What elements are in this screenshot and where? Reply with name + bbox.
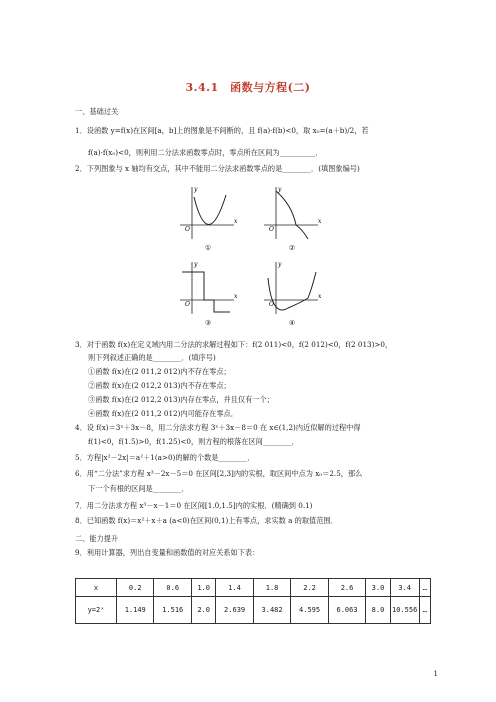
table-cell: 4.595 [291,597,328,624]
table-cell: 0.6 [154,579,191,597]
question-7: 7．用二分法求方程 x³－x－1＝0 在区间[1.0,1.5]内的实根．(精确到 0.1) [75,501,313,510]
table-row [76,597,431,624]
graph-3-label: ③ [204,319,212,327]
table-cell: 0.2 [117,579,154,597]
svg-text:x: x [318,293,322,300]
page-title: 3.4.1 函数与方程(二) [185,81,311,94]
question-3-option-3: ③函数 f(x)在(2 012,2 013)内存在零点，并且仅有一个； [88,395,274,404]
function-value-table [75,578,431,624]
question-6-line-1: 6．用“二分法”求方程 x³－2x－5＝0 在区间[2,3]内的实根，取区间中点为 x₀＝2.5，那么 [75,469,363,478]
question-2: 2．下列图象与 x 轴均有交点，其中不能用二分法求函数零点的是________．(填图象编号) [75,164,360,173]
svg-text:y: y [194,261,198,268]
table-cell: 1.8 [253,579,290,597]
svg-text:O: O [185,226,190,233]
svg-text:y: y [194,186,198,193]
question-6-line-2: 下一个有根的区间是________． [88,484,189,493]
table-cell: 3.4 [390,579,419,597]
svg-text:O: O [269,226,274,233]
table-cell: 1.149 [117,597,154,624]
table-row [76,579,431,597]
table-cell: … [419,597,430,624]
table-cell: 2.2 [291,579,328,597]
question-3-option-4: ④函数 f(x)在(2 011,2 012)内可能存在零点． [88,409,238,418]
svg-text:y: y [278,261,282,268]
table-cell: 1.4 [216,579,253,597]
table-cell: 3.0 [366,579,390,597]
svg-text:O: O [269,301,274,308]
graph-4-label: ④ [288,319,296,327]
question-4-line-2: f(1)<0，f(1.5)>0，f(1.25)<0，则方程的根落在区间________． [88,437,299,446]
svg-text:x: x [234,293,238,300]
svg-text:O: O [185,301,190,308]
question-8: 8．已知函数 f(x)＝x²＋x＋a (a<0)在区间(0,1)上有零点，求实数 a 的取值范围． [75,516,338,525]
graph-1-label: ① [204,244,212,252]
table-cell: … [419,579,430,597]
section-heading-basic: 一、基础过关 [75,107,119,116]
question-3-option-1: ①函数 f(x)在(2 011,2 012)内不存在零点； [88,367,231,376]
table-cell: 1.516 [154,597,191,624]
page-number: 1 [433,670,438,678]
table-cell: 3.482 [253,597,290,624]
question-3-line-1: 3．对于函数 f(x)在定义域内用二分法的求解过程如下：f(2 011)<0，f(2 012)<0，f(2 013)>0， [75,340,393,349]
question-4-line-1: 4．设 f(x)＝3ˣ＋3x－8，用二分法求方程 3ˣ＋3x－8＝0 在 x∈(1,2)内近似解的过程中得 [75,423,361,432]
graph-4 [262,258,322,316]
section-heading-advanced: 二、能力提升 [75,534,119,543]
table-cell: 2.0 [191,597,215,624]
question-3-option-2: ②函数 f(x)在(2 012,2 013)内不存在零点； [88,381,231,390]
graph-1 [178,183,238,241]
question-9: 9．利用计算器，列出自变量和函数值的对应关系如下表： [75,548,260,557]
graph-2 [262,183,322,241]
table-cell: 6.063 [328,597,365,624]
table-cell: 10.556 [390,597,419,624]
graph-3 [178,258,238,316]
svg-text:y: y [278,186,282,193]
graph-2-label: ② [288,244,296,252]
svg-text:x: x [234,218,238,225]
question-1-line-1: 1．设函数 y=f(x)在区间[a，b]上的图象是不间断的，且 f(a)·f(b)<0，取 x₀=(a＋b)/2，若 [75,126,369,135]
table-cell: x [76,579,117,597]
question-3-line-2: 则下列叙述正确的是________．(填序号) [88,353,216,362]
table-cell: y=2ˣ [76,597,117,624]
question-1-line-2: f(a)·f(x₀)<0，则利用二分法求函数零点时，零点所在区间为__________． [88,148,323,157]
table-cell: 2.6 [328,579,365,597]
question-5: 5．方程|x²－2x|＝a²＋1(a>0)的解的个数是________． [75,453,255,462]
svg-text:x: x [318,218,322,225]
table-cell: 1.0 [191,579,215,597]
table-cell: 2.639 [216,597,253,624]
table-cell: 8.0 [366,597,390,624]
